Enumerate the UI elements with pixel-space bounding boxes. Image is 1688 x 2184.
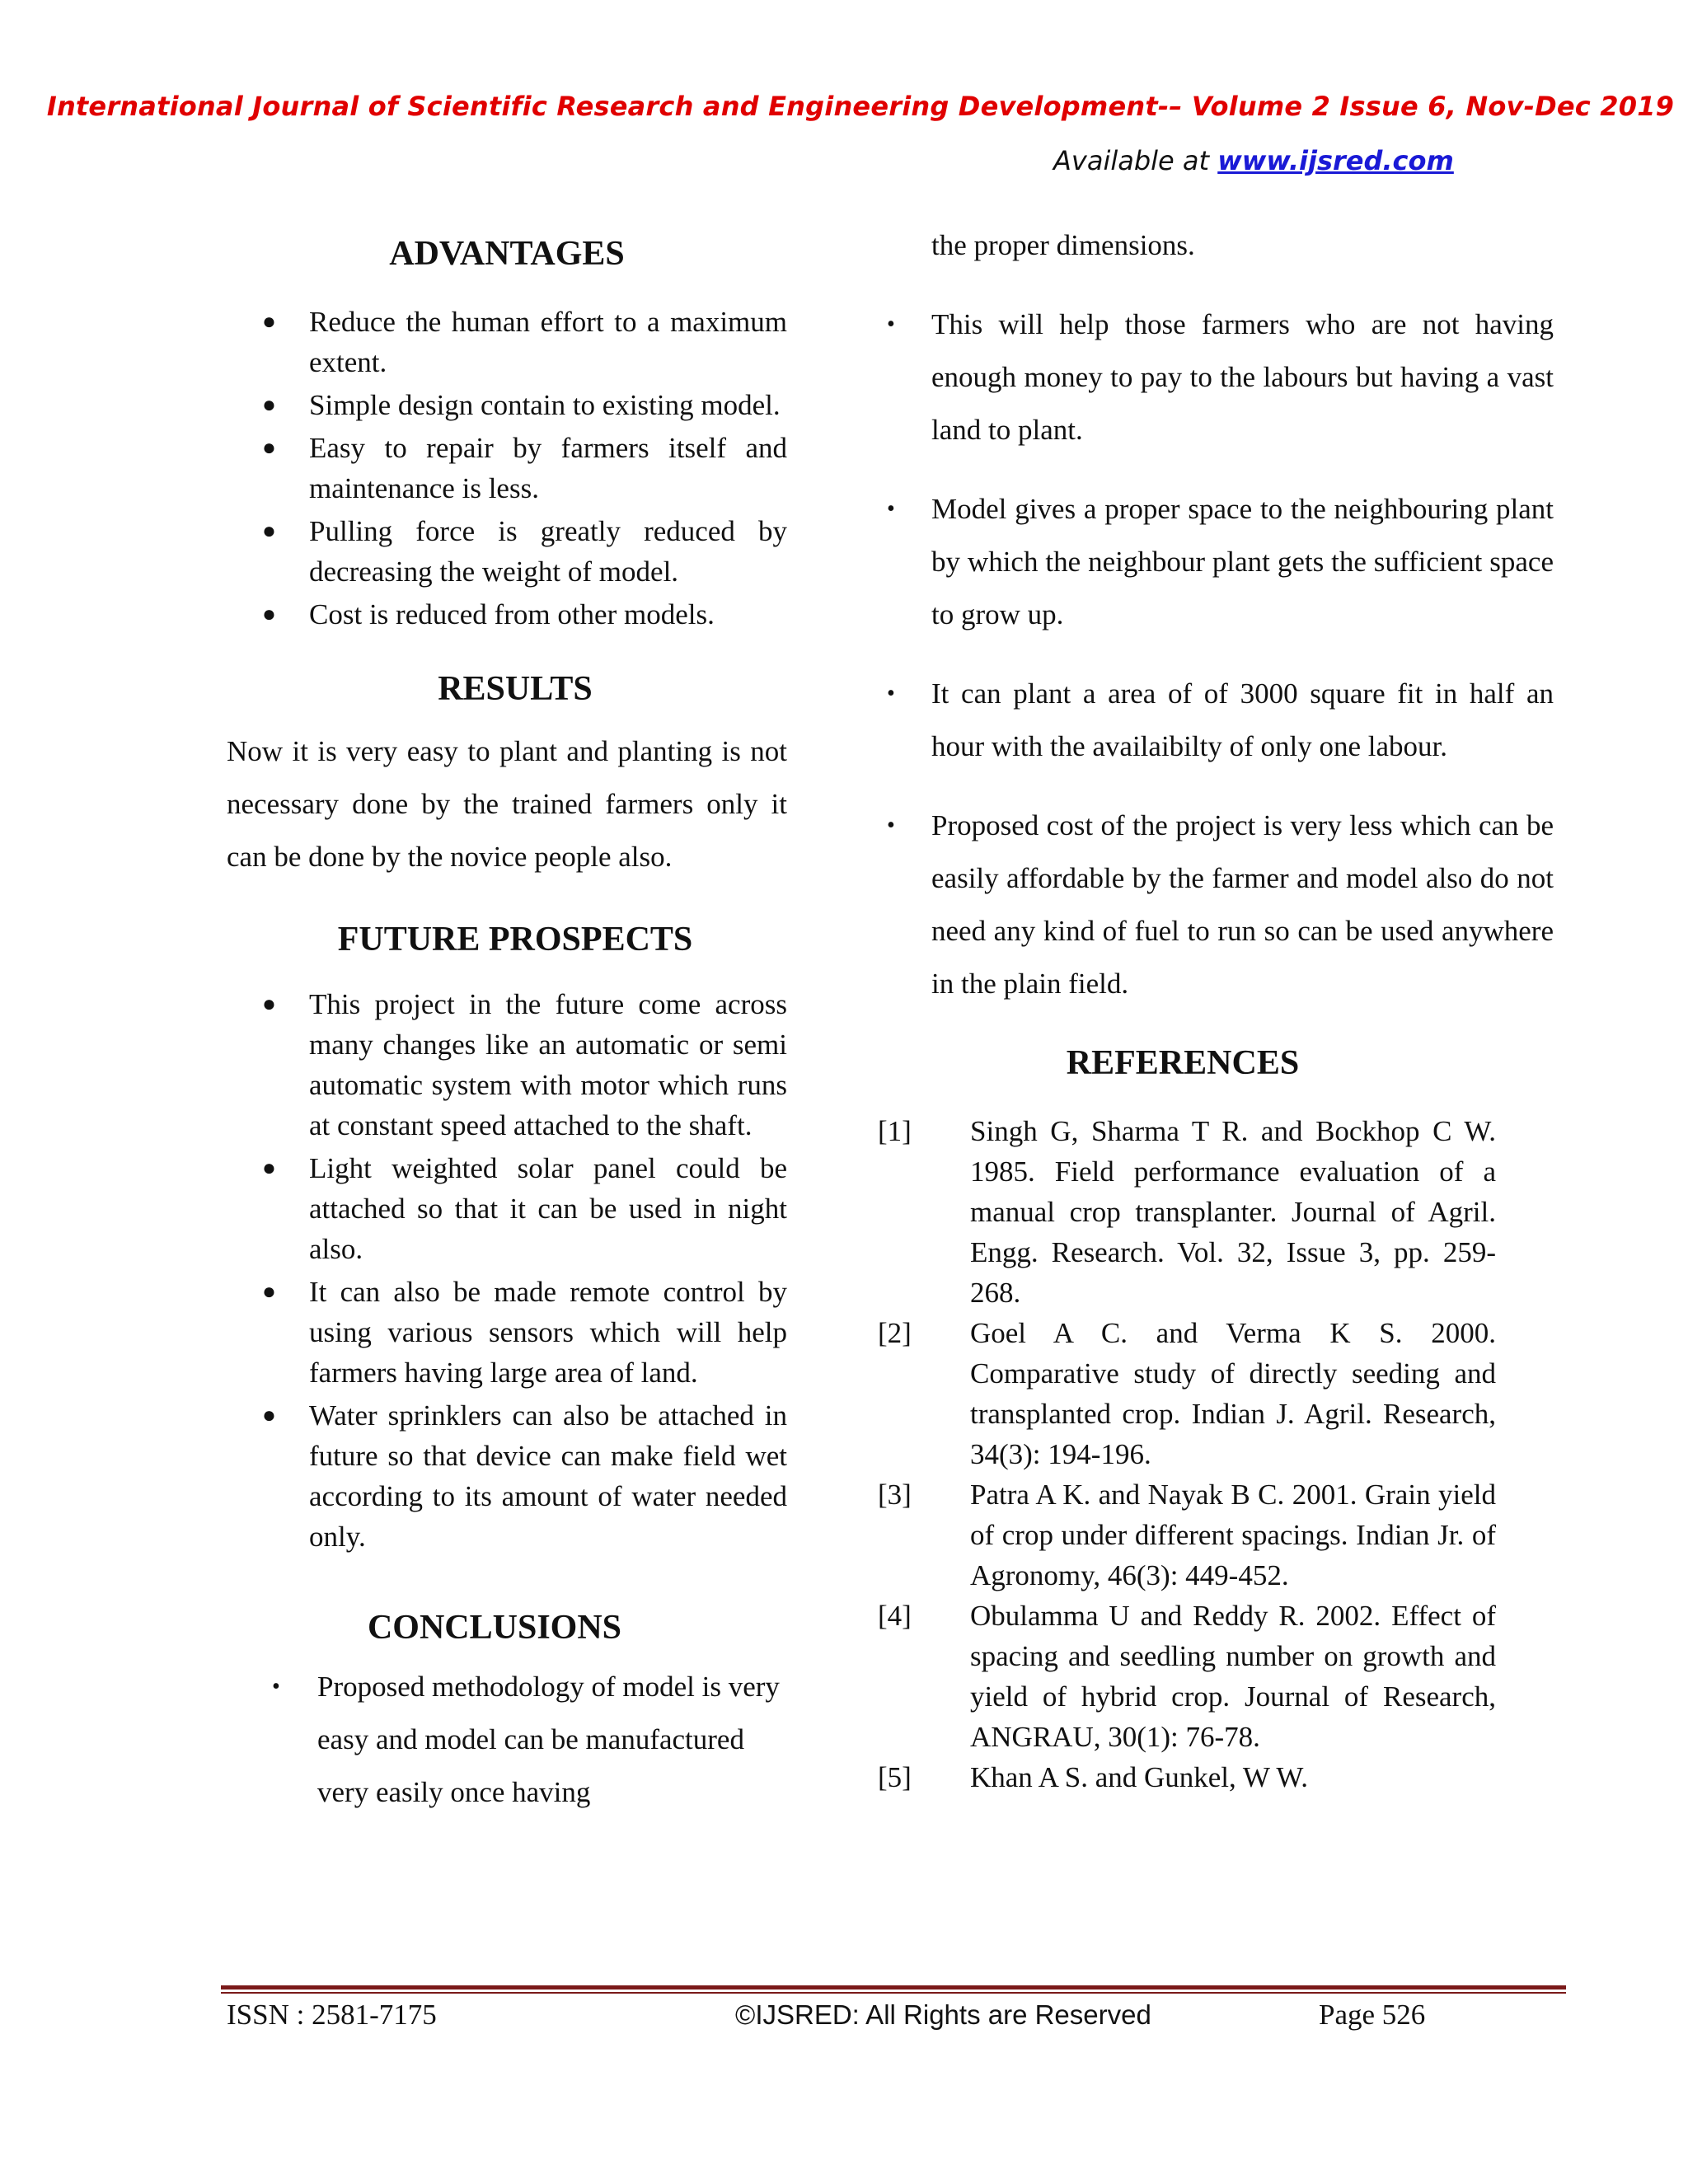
future-prospects-list bbox=[227, 984, 787, 1557]
reference-text: Obulamma U and Reddy R. 2002. Effect of spacing and seedling number on growth and yield of hybrid crop. Journal of Research, ANGRAU, 30(1): 76-78. bbox=[970, 1600, 1496, 1753]
bullet-icon: • bbox=[887, 496, 895, 522]
footer-rule bbox=[221, 1985, 1566, 1990]
future-item: ● Water sprinklers can also be attached in future so that device can make field wet according to its amount of water needed only. bbox=[227, 1395, 787, 1557]
conclusion-item: • Proposed methodology of model is very easy and model can be manufactured very easily once having bbox=[227, 1661, 787, 1819]
reference-text: Khan A S. and Gunkel, W W. bbox=[970, 1761, 1308, 1793]
bullet-icon: ● bbox=[262, 1155, 276, 1181]
bullet-icon: ● bbox=[262, 435, 276, 461]
bullet-icon: • bbox=[272, 1674, 280, 1699]
reference-text: Patra A K. and Nayak B C. 2001. Grain yield of crop under different spacings. Indian Jr. of Agronomy, 46(3): 449-452. bbox=[970, 1479, 1496, 1591]
benefit-item: • This will help those farmers who are not having enough money to pay to the labours but having a vast land to plant. bbox=[878, 298, 1554, 457]
future-item: ● This project in the future come across many changes like an automatic or semi automatic system with motor which runs at constant speed attached to the shaft. bbox=[227, 984, 787, 1146]
advantage-item: ● Simple design contain to existing model. bbox=[227, 385, 787, 425]
future-item: ● It can also be made remote control by using various sensors which will help farmers having large area of land. bbox=[227, 1272, 787, 1393]
advantages-list bbox=[227, 302, 787, 635]
reference-number: [3] bbox=[878, 1479, 912, 1511]
advantage-item: ● Cost is reduced from other models. bbox=[227, 594, 787, 635]
future-item: ● Light weighted solar panel could be attached so that it can be used in night also. bbox=[227, 1148, 787, 1269]
footer-rule-thin bbox=[221, 1992, 1566, 1994]
right-column bbox=[878, 216, 1554, 1797]
results-text: Now it is very easy to plant and planting is not necessary done by the trained farmers only it can be done by the novice people also. bbox=[227, 735, 787, 873]
reference-text: Goel A C. and Verma K S. 2000. Comparative study of directly seeding and transplanted crop. Indian J. Agril. Research, 34(3): 194-196. bbox=[970, 1317, 1496, 1470]
results-heading: RESULTS bbox=[438, 670, 593, 708]
advantage-item: ● Easy to repair by farmers itself and maintenance is less. bbox=[227, 428, 787, 509]
reference-item bbox=[878, 1313, 1496, 1474]
conclusions-heading: CONCLUSIONS bbox=[367, 1609, 622, 1647]
bullet-icon: ● bbox=[262, 518, 276, 544]
benefits-list bbox=[878, 298, 1554, 1010]
reference-item bbox=[878, 1474, 1496, 1596]
bullet-icon: • bbox=[887, 312, 895, 337]
continuation-text: the proper dimensions. bbox=[931, 229, 1195, 261]
reference-text: Singh G, Sharma T R. and Bockhop C W. 1985. Field performance evaluation of a manual crop transplanter. Journal of Agril. Engg. Research. Vol. 32, Issue 3, pp. 259-268. bbox=[970, 1115, 1496, 1309]
journal-link[interactable]: www.ijsred.com bbox=[1217, 145, 1454, 176]
bullet-icon: ● bbox=[262, 309, 276, 335]
advantages-heading: ADVANTAGES bbox=[389, 235, 625, 273]
future-prospects-heading: FUTURE PROSPECTS bbox=[337, 921, 693, 958]
reference-item bbox=[878, 1596, 1496, 1757]
bullet-icon: ● bbox=[262, 1403, 276, 1428]
bullet-icon: ● bbox=[262, 602, 276, 627]
advantage-item: ● Pulling force is greatly reduced by decreasing the weight of model. bbox=[227, 511, 787, 592]
footer-page-number: Page 526 bbox=[1319, 1999, 1426, 2031]
journal-header: International Journal of Scientific Research and Engineering Development-– Volume 2 Issue 6, Nov-Dec 2019 bbox=[46, 91, 1675, 122]
reference-number: [1] bbox=[878, 1115, 912, 1147]
conclusions-list bbox=[227, 1661, 787, 1819]
advantage-item: ● Reduce the human effort to a maximum extent. bbox=[227, 302, 787, 382]
reference-item bbox=[878, 1111, 1496, 1313]
references-heading: REFERENCES bbox=[1066, 1044, 1300, 1082]
available-prefix: Available at bbox=[1053, 145, 1210, 176]
reference-number: [2] bbox=[878, 1317, 912, 1349]
reference-item bbox=[878, 1757, 1496, 1797]
availability-line bbox=[1053, 145, 1454, 176]
footer-issn: ISSN : 2581-7175 bbox=[227, 1999, 437, 2031]
bullet-icon: ● bbox=[262, 991, 276, 1017]
references-list bbox=[878, 1111, 1554, 1797]
bullet-icon: • bbox=[887, 813, 895, 838]
left-column bbox=[227, 216, 787, 1819]
benefit-item: • It can plant a area of of 3000 square fit in half an hour with the availaibilty of only one labour. bbox=[878, 668, 1554, 773]
bullet-icon: ● bbox=[262, 392, 276, 418]
reference-number: [5] bbox=[878, 1761, 912, 1793]
bullet-icon: • bbox=[887, 681, 895, 706]
reference-number: [4] bbox=[878, 1600, 912, 1632]
benefit-item: • Model gives a proper space to the neighbouring plant by which the neighbour plant gets the sufficient space to grow up. bbox=[878, 483, 1554, 641]
bullet-icon: ● bbox=[262, 1279, 276, 1305]
footer-copyright: ©IJSRED: All Rights are Reserved bbox=[735, 1999, 1151, 2030]
benefit-item: • Proposed cost of the project is very less which can be easily affordable by the farmer and model also do not need any kind of fuel to run so can be used anywhere in the plain field. bbox=[878, 799, 1554, 1010]
